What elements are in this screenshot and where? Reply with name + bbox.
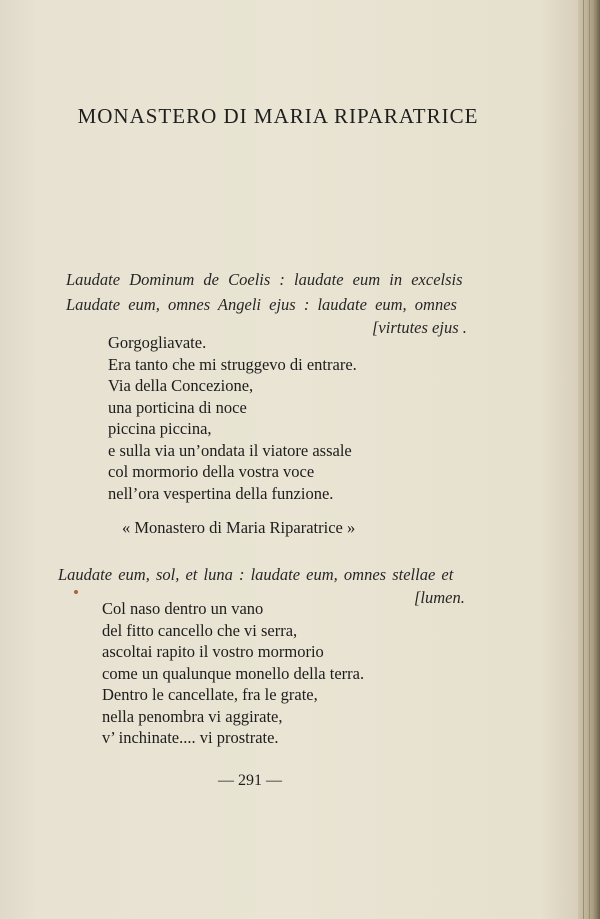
verse-line: nell’ora vespertina della funzione. xyxy=(108,483,334,503)
verse-line: una porticina di noce xyxy=(108,397,247,417)
stanza-2 xyxy=(102,598,364,749)
verse-line: nella penombra vi aggirate, xyxy=(102,706,283,726)
verse-line: ascoltai rapito il vostro mormorio xyxy=(102,642,324,661)
stanza-1 xyxy=(108,332,357,504)
verse-line: Gorgogliavate. xyxy=(108,333,207,352)
page-edge-line xyxy=(594,0,595,919)
latin-epigraph-line: [lumen. xyxy=(414,588,465,607)
verse-line: Dentro le cancellate, fra le grate, xyxy=(102,685,318,704)
verse-line: come un qualunque monello della terra. xyxy=(102,663,365,683)
latin-epigraph-line: [virtutes ejus . xyxy=(372,318,467,337)
poem-title: MONASTERO DI MARIA RIPARATRICE xyxy=(77,104,479,128)
latin-epigraph-line: Laudate eum, sol, et luna : laudate eum, omnes stellae et xyxy=(58,565,454,584)
verse-line: Via della Concezione, xyxy=(108,376,254,395)
verse-line: v’ inchinate.... vi prostrate. xyxy=(102,728,279,747)
page-edge-line xyxy=(589,0,590,919)
latin-epigraph-line: Laudate eum, omnes Angeli ejus : laudate eum, omnes xyxy=(66,295,457,314)
page-edge-line xyxy=(583,0,584,919)
verse-line: piccina piccina, xyxy=(108,419,212,438)
quoted-heading: « Monastero di Maria Riparatrice » xyxy=(122,518,356,537)
ink-spot xyxy=(74,590,78,594)
verse-line: Era tanto che mi struggevo di entrare. xyxy=(108,354,357,374)
page-number: — 291 — xyxy=(218,772,282,789)
latin-epigraph-line: Laudate Dominum de Coelis : laudate eum in excelsis xyxy=(66,270,463,289)
verse-line: col mormorio della vostra voce xyxy=(108,462,315,481)
verse-line: del fitto cancello che vi serra, xyxy=(102,620,298,640)
verse-line: e sulla via un’ondata il viatore assale xyxy=(108,440,352,460)
verse-line: Col naso dentro un vano xyxy=(102,599,264,618)
